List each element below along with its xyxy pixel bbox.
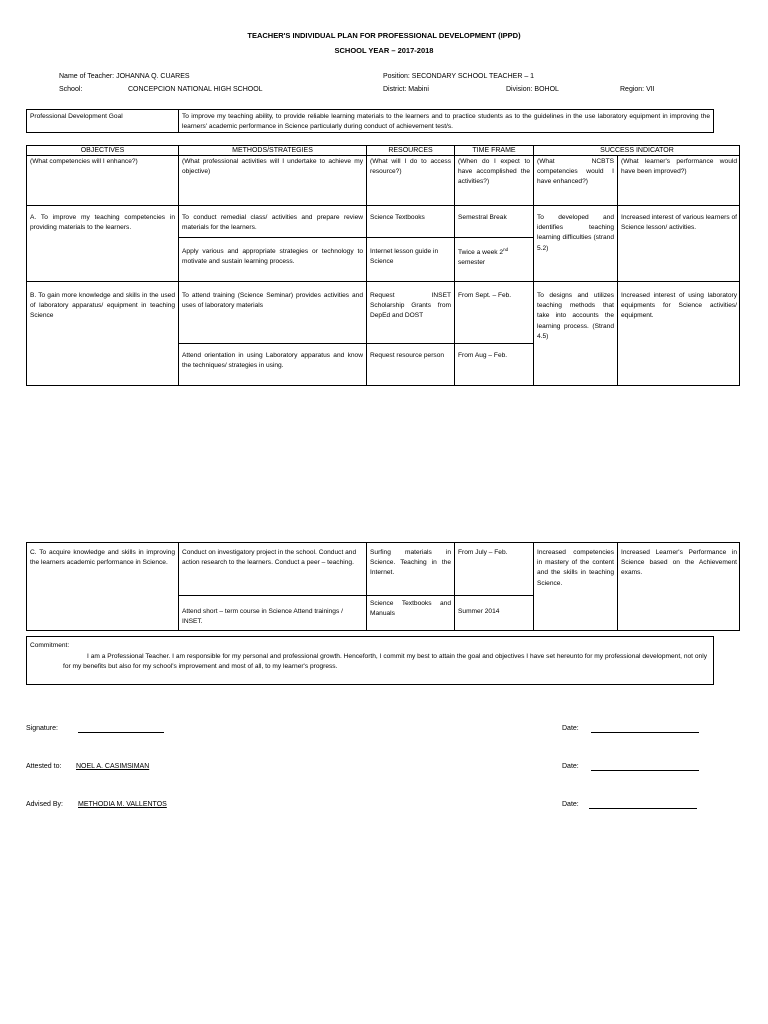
row-b-time-1: From Sept. – Feb. (458, 292, 512, 299)
signature-date-line (591, 732, 699, 733)
subheader-objectives: (What competencies will I enhance?) (30, 158, 138, 165)
row-b-resource-1: Request INSET Scholarship Grants from DepEd and DOST (370, 292, 451, 320)
school-year: SCHOOL YEAR – 2017-2018 (334, 46, 434, 55)
row-c-resource-2: Science Textbooks and Manuals (370, 600, 451, 618)
row-c-objective: C. To acquire knowledge and skills in improving the learners academic performance in Science. (30, 549, 175, 567)
row-a-learner: Increased interest of various learners of Science lesson/ activities. (621, 214, 737, 232)
row-b-resource-2: Request resource person (370, 352, 445, 359)
row-a-objective: A. To improve my teaching competencies in providing materials to the learners. (30, 214, 175, 232)
row-b-learner: Increased interest of using laboratory equipments for Science activities/ equipment. (621, 292, 737, 320)
row-c-learner: Increased Learner's Performance in Science based on the Achievement exams. (621, 549, 737, 577)
row-b-objective: B. To gain more knowledge and skills in the used of laboratory apparatus/ equipment in teaching Science (30, 292, 175, 320)
attested-name: NOEL A. CASIMSIMAN (76, 763, 150, 770)
subheader-time-frame: (When do I expect to have accomplished the activities?) (458, 158, 530, 186)
row-a-resource-1: Science Textbooks (370, 214, 425, 221)
row-b-method-1: To attend training (Science Seminar) provides activities and uses of laboratory materials (182, 292, 363, 310)
advised-name: METHODIA M. VALLENTOS (78, 801, 167, 808)
attested-date-label: Date: (562, 763, 579, 770)
header-success-indicator: SUCCESS INDICATOR (600, 147, 674, 154)
row-a-time-2: Twice a week 2nd semester (458, 247, 509, 267)
row-b-method-2: Attend orientation in using Laboratory apparatus and know the techniques/ strategies in using. (182, 352, 363, 370)
attested-label: Attested to: (26, 763, 62, 770)
subheader-learner: (What learner's performance would have been improved?) (621, 158, 737, 176)
row-c-method-1: Conduct on investigatory project in the school. Conduct and action research to the learners. Conduct a peer – teaching. (182, 549, 357, 567)
teacher-name: Name of Teacher: JOHANNA Q. CUARES (59, 73, 190, 80)
advised-label: Advised By: (26, 801, 63, 808)
signature-date-label: Date: (562, 725, 579, 732)
position: Position: SECONDARY SCHOOL TEACHER – 1 (383, 73, 535, 80)
header-objectives: OBJECTIVES (80, 147, 125, 154)
subheader-ncbts: (What NCBTS competencies would I have enhanced?) (537, 158, 614, 186)
commitment-label: Commitment: (30, 642, 70, 649)
row-c-time-1: From July – Feb. (458, 549, 508, 556)
advised-date-label: Date: (562, 801, 579, 808)
signature-line (78, 732, 164, 733)
header-time-frame: TIME FRAME (472, 147, 516, 154)
subheader-methods: (What professional activities will I undertake to achieve my objective) (182, 158, 363, 176)
district: District: Mabini (383, 86, 429, 93)
school-name: CONCEPCION NATIONAL HIGH SCHOOL (128, 86, 263, 93)
region: Region: VII (620, 86, 655, 93)
document-title: TEACHER'S INDIVIDUAL PLAN FOR PROFESSIONAL DEVELOPMENT (IPPD) (247, 31, 521, 40)
row-c-ncbts: Increased competencies in mastery of the content and the skills in teaching Science. (537, 549, 614, 587)
header-resources: RESOURCES (388, 147, 433, 154)
goal-text: To improve my teaching ability, to provide reliable learning materials to the learners and to practice students as to the guidelines in the use laboratory equipment in improving the learners' academic performance in Science particularly during conduct of achievement test/s. (182, 113, 710, 131)
school-label: School: (59, 86, 83, 93)
advised-date-line (589, 808, 697, 809)
signature-label: Signature: (26, 725, 58, 732)
commitment-text: I am a Professional Teacher. I am responsible for my personal and professional growth. Henceforth, I commit my best to attain the goal and objectives I have set hereunto for my professional development, not only for my benefits but also for my school's improvement and most of all, to my learner's progress. (63, 653, 707, 671)
row-c-resource-1: Surfing materials in Science. Teaching in the Internet. (370, 549, 451, 577)
row-a-method-1: To conduct remedial class/ activities and prepare review materials for the learners. (182, 214, 363, 232)
row-c-method-2: Attend short – term course in Science Attend trainings / INSET. (182, 608, 343, 626)
division: Division: BOHOL (506, 86, 559, 93)
row-a-ncbts: To developed and identifies teaching learning difficulties (strand 5.2) (537, 214, 614, 252)
row-a-resource-2: Internet lesson guide in Science (370, 248, 439, 266)
row-b-time-2: From Aug – Feb. (458, 352, 508, 359)
row-a-time-1: Semestral Break (458, 214, 507, 221)
row-c-time-2: Summer 2014 (458, 608, 500, 615)
attested-date-line (591, 770, 699, 771)
goal-label: Professional Development Goal (30, 113, 123, 120)
subheader-resources: (What will I do to access resource?) (370, 158, 451, 176)
row-b-ncbts: To designs and utilizes teaching methods that take into accounts the learning process. (Strand 4.5) (537, 292, 614, 340)
row-a-method-2: Apply various and appropriate strategies or technology to motivate and sustain learning process. (182, 248, 363, 266)
header-methods: METHODS/STRATEGIES (232, 147, 313, 154)
